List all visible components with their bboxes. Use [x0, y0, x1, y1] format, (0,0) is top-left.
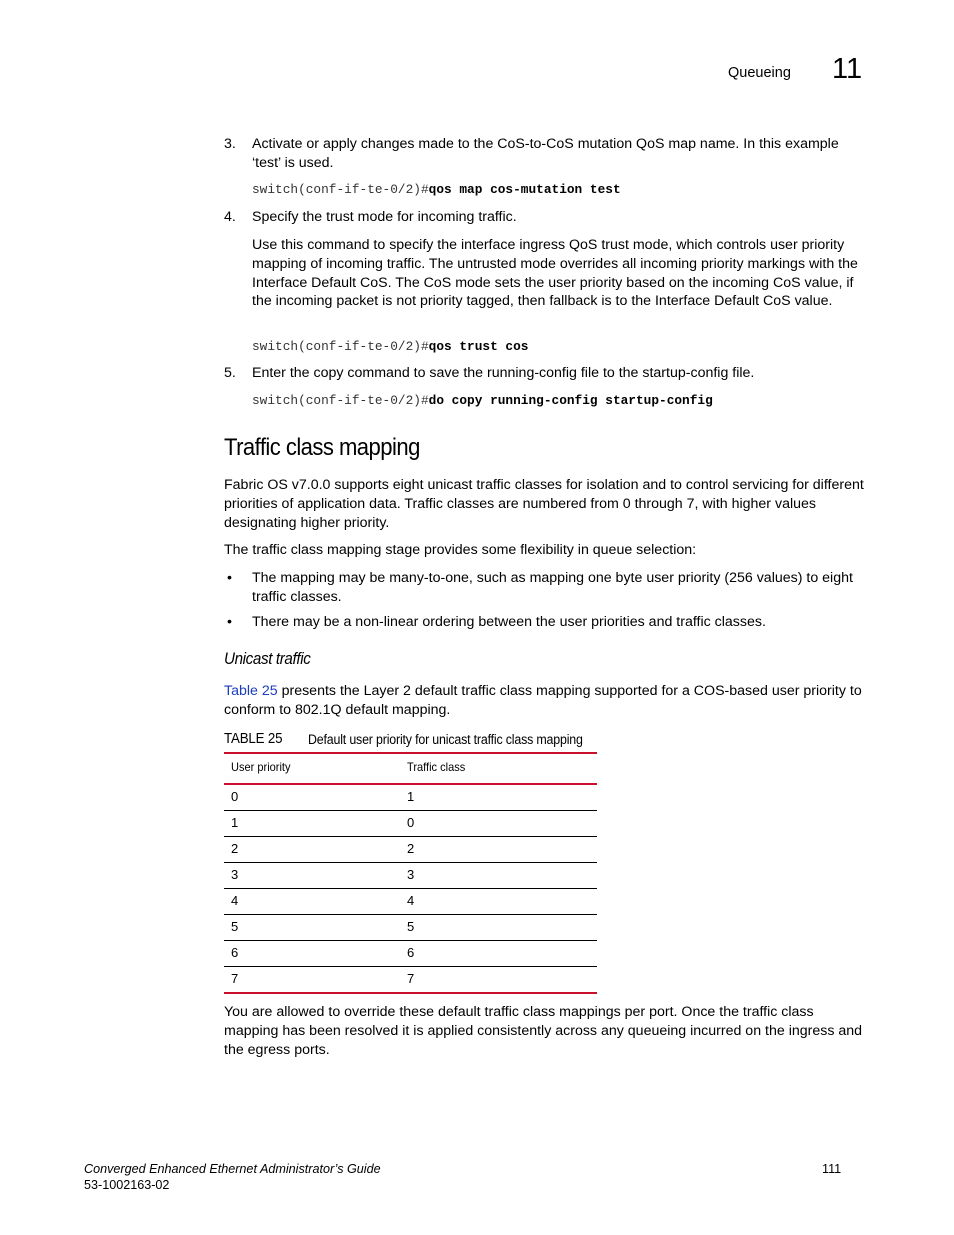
code-line-3 [252, 393, 713, 408]
table-row [224, 863, 597, 889]
code-prompt: switch(conf-if-te-0/2)# [252, 339, 429, 354]
code-command: do copy running-config startup-config [428, 393, 713, 408]
table-row [224, 785, 597, 811]
code-line-1 [252, 182, 621, 197]
table-reference-paragraph [224, 682, 870, 720]
code-prompt: switch(conf-if-te-0/2)# [252, 393, 429, 408]
step-text: Activate or apply changes made to the CoS-to-CoS mutation QoS map name. In this example ‘test’ is used. [252, 136, 839, 171]
bullet-item-2 [224, 613, 870, 633]
step-4 [224, 208, 874, 228]
code-prompt: switch(conf-if-te-0/2)# [252, 182, 429, 197]
cell-traffic-class: 4 [407, 893, 415, 908]
footer-document-info [84, 1162, 381, 1193]
cell-user-priority: 1 [231, 815, 239, 830]
header-traffic-class: Traffic class [407, 760, 466, 774]
chapter-number: 11 [832, 53, 863, 85]
footer-guide-title: Converged Enhanced Ethernet Administrator’s Guide [84, 1162, 381, 1176]
cell-user-priority: 5 [231, 919, 239, 934]
intro-paragraph: Fabric OS v7.0.0 supports eight unicast traffic classes for isolation and to control servicing for different priorities of application data. Traffic classes are numbered from 0 through 7, with higher values designating higher priority. [224, 477, 864, 531]
step-number: 5. [224, 365, 236, 381]
table-title: Default user priority for unicast traffic class mapping [308, 732, 583, 747]
code-command: qos trust cos [428, 339, 529, 354]
step-number: 4. [224, 209, 236, 225]
bullet-text: The mapping may be many-to-one, such as mapping one byte user priority (256 values) to eight traffic classes. [252, 570, 853, 605]
table-bottom-rule [224, 992, 597, 994]
table-row [224, 811, 597, 837]
table-25-link[interactable]: Table 25 [224, 683, 278, 699]
bullet-item-1 [224, 569, 870, 609]
code-line-2 [252, 339, 528, 354]
cell-user-priority: 7 [231, 971, 239, 986]
table-row [224, 967, 597, 992]
header-user-priority: User priority [231, 760, 291, 774]
footer-doc-number: 53-1002163-02 [84, 1177, 170, 1192]
running-header-section: Queueing [728, 65, 791, 81]
cell-traffic-class: 2 [407, 841, 415, 856]
step-4-detail: Use this command to specify the interface ingress QoS trust mode, which controls user priority mapping of incoming traffic. The untrusted mode overrides all incoming priority markings with the Interface Default CoS. The CoS mode sets the user priority based on the incoming CoS value, if the incoming packet is not priority tagged, then fallback is to the Interface Default CoS value. [252, 237, 858, 310]
table-label: TABLE 25 [224, 731, 283, 747]
table-header-row [224, 754, 597, 783]
cell-traffic-class: 7 [407, 971, 415, 986]
cell-user-priority: 3 [231, 867, 239, 882]
table-reference-text: presents the Layer 2 default traffic class mapping supported for a COS-based user priority to conform to 802.1Q default mapping. [224, 683, 862, 718]
cell-user-priority: 6 [231, 945, 239, 960]
step-text: Specify the trust mode for incoming traffic. [252, 209, 517, 225]
code-command: qos map cos-mutation test [428, 182, 621, 197]
table-row [224, 941, 597, 967]
cell-user-priority: 2 [231, 841, 239, 856]
bullet-text: There may be a non-linear ordering between the user priorities and traffic classes. [252, 614, 766, 630]
bullet-glyph: • [227, 570, 232, 586]
cell-user-priority: 4 [231, 893, 239, 908]
step-3 [224, 135, 874, 175]
subsection-heading: Unicast traffic [224, 650, 311, 668]
stage-paragraph: The traffic class mapping stage provides some flexibility in queue selection: [224, 542, 697, 558]
step-5 [224, 364, 874, 384]
table-row [224, 915, 597, 941]
footer-page-number: 111 [822, 1162, 842, 1176]
cell-traffic-class: 3 [407, 867, 415, 882]
cell-traffic-class: 0 [407, 815, 415, 830]
cell-traffic-class: 1 [407, 789, 415, 804]
step-number: 3. [224, 136, 236, 152]
closing-paragraph: You are allowed to override these default traffic class mappings per port. Once the traffic class mapping has been resolved it is applied consistently across any queueing incurred on the ingress and the egress ports. [224, 1004, 863, 1058]
cell-traffic-class: 5 [407, 919, 415, 934]
bullet-glyph: • [227, 614, 232, 630]
cell-traffic-class: 6 [407, 945, 415, 960]
section-heading: Traffic class mapping [224, 434, 420, 461]
step-text: Enter the copy command to save the running-config file to the startup-config file. [252, 365, 755, 381]
table-row [224, 889, 597, 915]
cell-user-priority: 0 [231, 789, 239, 804]
table-row [224, 837, 597, 863]
traffic-class-table [224, 752, 597, 994]
